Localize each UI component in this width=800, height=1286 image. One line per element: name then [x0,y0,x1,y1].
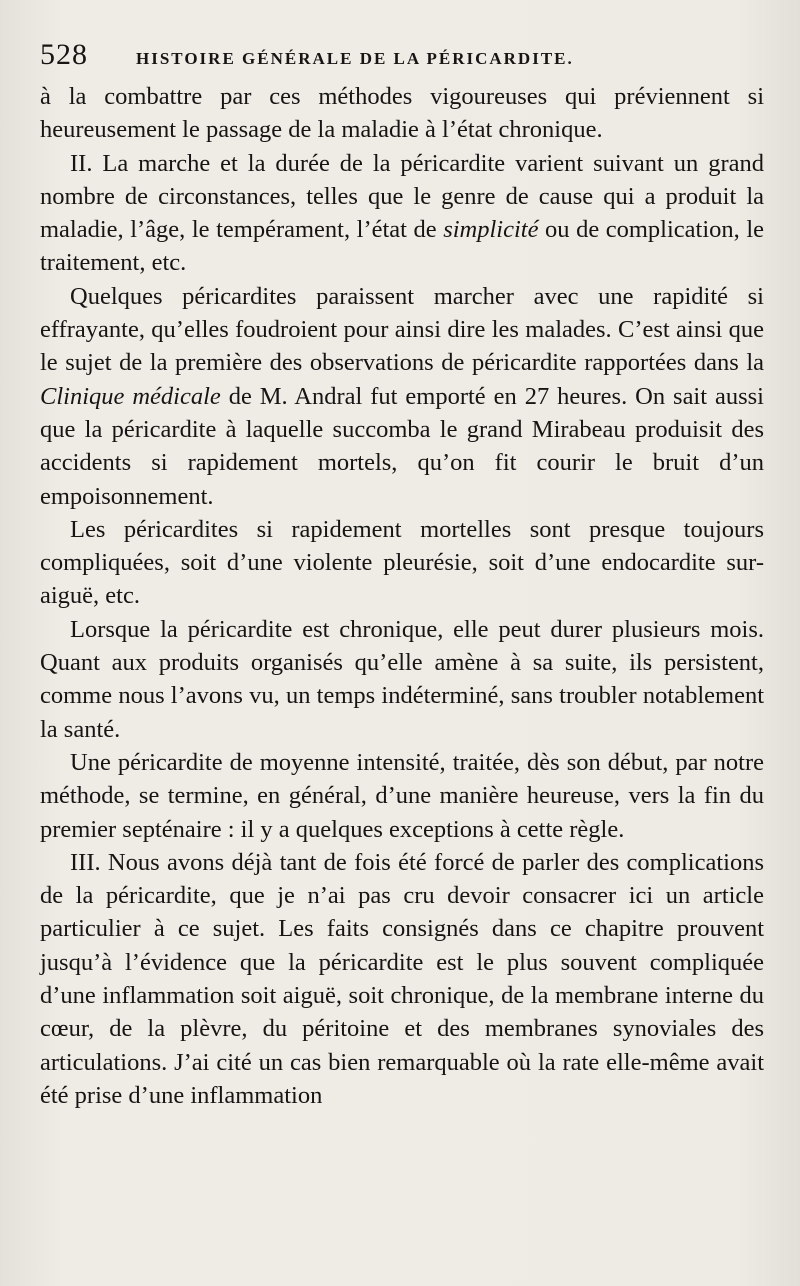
running-head: HISTOIRE GÉNÉRALE DE LA PÉRICARDITE. [136,49,574,68]
page-number: 528 [40,38,88,71]
italic-title: Clinique médicale [40,382,221,410]
page-header [40,38,764,72]
paragraph-section-iii: III. Nous avons déjà tant de fois été forcé de parler des complications de la péricardite, que je n’ai pas cru devoir consacrer ici un article particulier à ce sujet. Les faits consignés dans ce chapitre prouvent jusqu’à l’évidence que la péricardite est le plus souvent compliquée d’une inflammation soit aiguë, soit chronique, de la membrane interne du cœur, de la plèvre, du péritoine et des membranes synoviales des articulations. J’ai cité un cas bien remarquable où la rate elle-même avait été prise d’une inflammation [40,848,764,1109]
paragraph: Lorsque la péricardite est chronique, elle peut durer plusieurs mois. Quant aux produits organisés qu’elle amène à sa suite, ils persistent, comme nous l’avons vu, un temps indéterminé, sans troubler notablement la santé. [40,615,764,743]
paragraph: Une péricardite de moyenne intensité, traitée, dès son début, par notre méthode, se termine, en général, d’une manière heureuse, vers la fin du premier septénaire : il y a quelques exceptions à cette règle. [40,748,764,843]
body-text [40,80,764,1112]
italic-term: simplicité [443,216,539,244]
text-run: ou de complication, le traitement, etc. [40,216,765,277]
text-run: de M. Andral fut emporté en 27 heures. On sait aussi que la péricardite à laquelle succomba le grand Mirabeau produisit des accidents si rapidement mortels, qu’on fit courir le bruit d’un empoisonnement. [40,382,764,510]
text-run: Quelques péricardites paraissent marcher avec une rapidité si effrayante, qu’elles foudroient pour ainsi dire les malades. C’est ainsi que le sujet de la première des observations de péricardite rapportées dans la [40,282,764,377]
text-run: II. La marche et la durée de la péricardite varient suivant un grand nombre de circonstances, telles que le genre de cause qui a produit la maladie, l’âge, le tempérament, l’état de [40,149,764,244]
paragraph-continuation: à la combattre par ces méthodes vigoureuses qui préviennent si heureusement le passage de la maladie à l’état chronique. [40,83,764,144]
paragraph-section-ii [40,147,764,280]
paragraph [40,280,764,513]
paragraph: Les péricardites si rapidement mortelles sont presque toujours compliquées, soit d’une violente pleurésie, soit d’une endocardite sur-aiguë, etc. [40,515,764,610]
